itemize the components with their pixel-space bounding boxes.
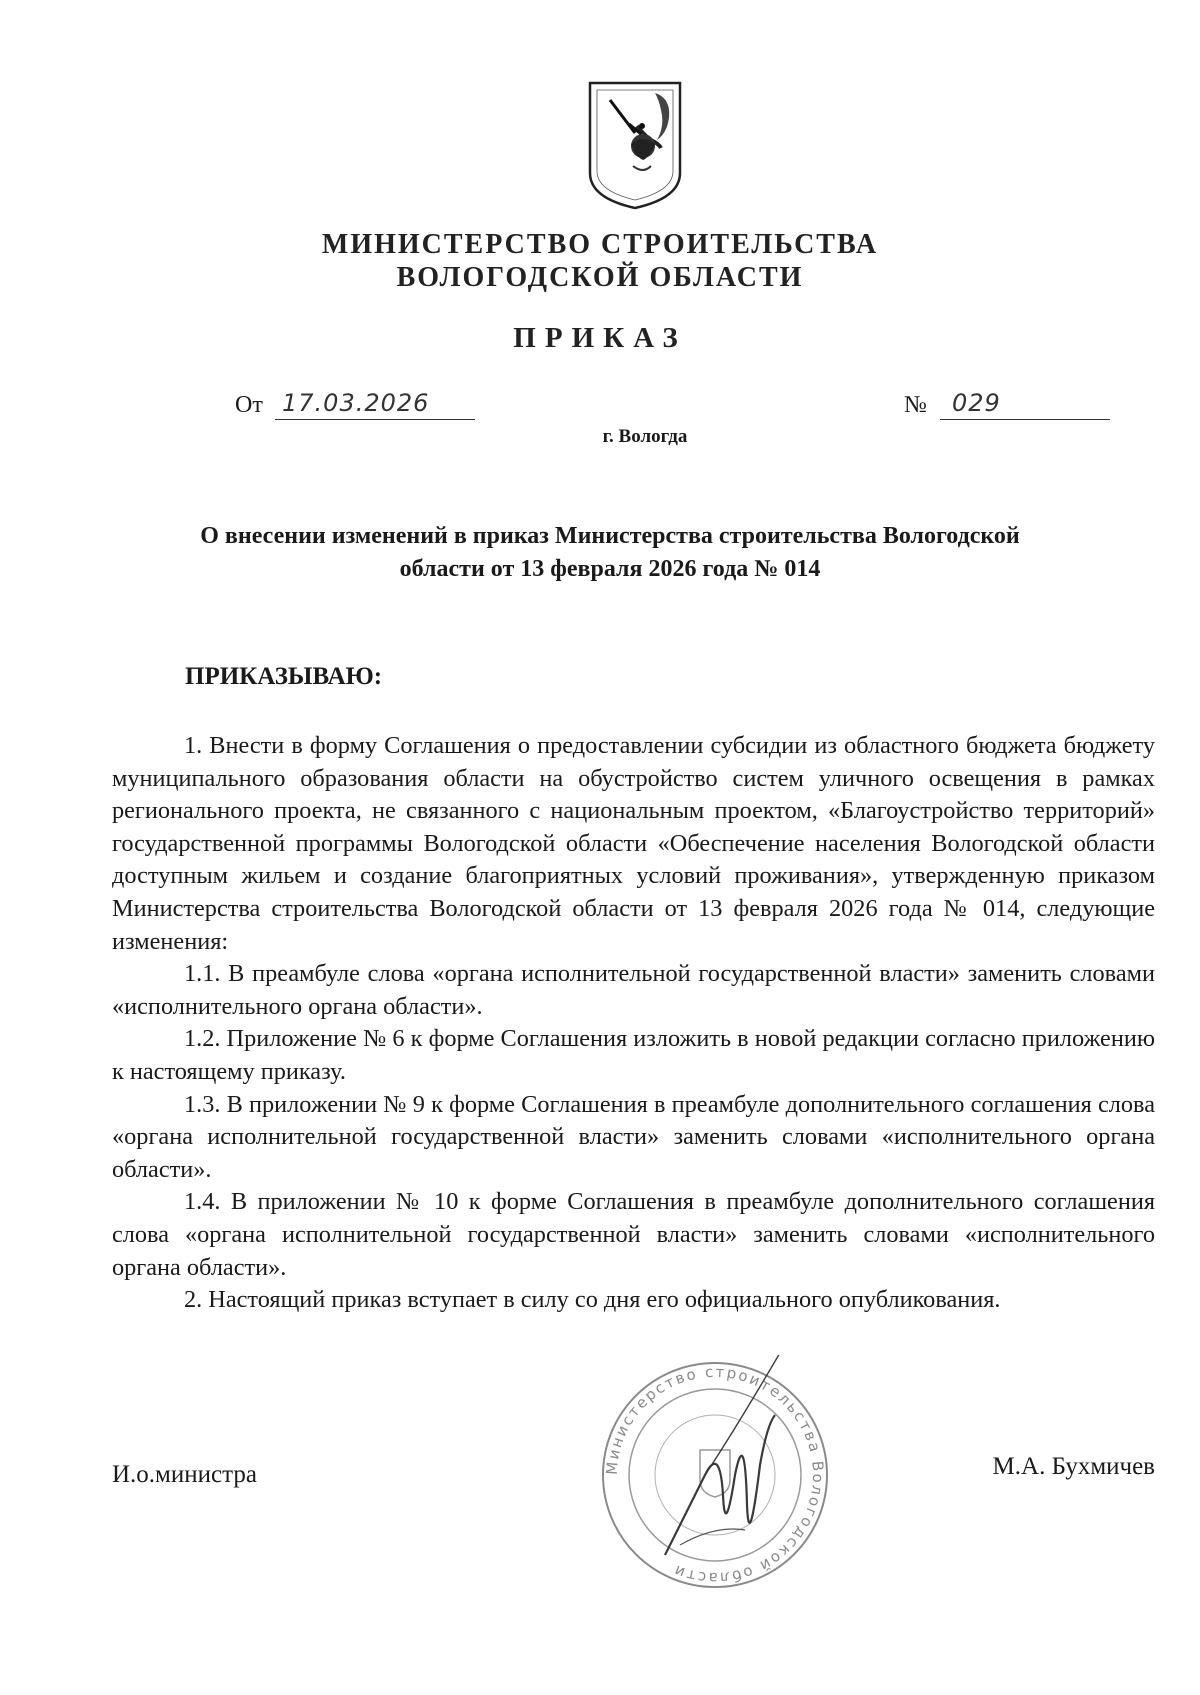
signer-name: М.А. Бухмичев — [992, 1453, 1155, 1480]
paragraph-1-4: 1.4. В приложении № 10 к форме Соглашения в преамбуле дополнительного соглашения слова «органа исполнительной государственной власти» заменить словами «исполнительного органа области». — [112, 1188, 1155, 1281]
paragraph-1-3: 1.3. В приложении № 9 к форме Соглашения в преамбуле дополнительного соглашения слова «органа исполнительной государственной власти» заменить словами «исполнительного органа области». — [112, 1090, 1155, 1183]
date-label: От — [235, 392, 263, 418]
date-underline — [275, 419, 475, 420]
number-label: № — [904, 392, 927, 418]
ministry-heading-line2: ВОЛОГОДСКОЙ ОБЛАСТИ — [396, 262, 804, 293]
document-subject — [130, 520, 1090, 586]
paragraph-2: 2. Настоящий приказ вступает в силу со дня его официального опубликования. — [184, 1286, 1001, 1314]
subject-line2: области от 13 февраля 2026 года № 014 — [399, 556, 821, 582]
date-value: 17.03.2026 — [282, 389, 430, 417]
signer-title: И.о.министра — [112, 1461, 257, 1488]
number-underline — [940, 419, 1110, 420]
order-heading: ПРИКАЗЫВАЮ: — [185, 663, 383, 690]
document-type-title: ПРИКАЗ — [513, 322, 687, 354]
city-label: г. Вологда — [602, 426, 688, 447]
document-body — [112, 730, 1155, 1317]
stamp-ring-text: Министерство строительства Вологодской области — [602, 1362, 828, 1588]
paragraph-1-1: 1.1. В преамбуле слова «органа исполнительной государственной власти» заменить словами «исполнительного органа области». — [112, 960, 1155, 1020]
coat-of-arms-emblem — [585, 78, 685, 213]
ministry-heading-line1: МИНИСТЕРСТВО СТРОИТЕЛЬСТВА — [321, 229, 879, 260]
number-value: 029 — [952, 389, 1001, 417]
subject-line1: О внесении изменений в приказ Министерства строительства Вологодской — [200, 523, 1020, 549]
official-stamp — [595, 1355, 835, 1595]
paragraph-1-2: 1.2. Приложение № 6 к форме Соглашения изложить в новой редакции согласно приложению к настоящему приказу. — [112, 1025, 1155, 1085]
paragraph-1: 1. Внести в форму Соглашения о предоставлении субсидии из областного бюджета бюджету муниципального образования области на обустройство систем уличного освещения в рамках регионального проекта, не связанного с национальным проектом, «Благоустройство территорий» государственной программы Вологодской области «Обеспечение населения Вологодской области доступным жильем и создание благоприятных условий проживания», утвержденную приказом Министерства строительства Вологодской области от 13 февраля 2026 года № 014, следующие изменения: — [112, 732, 1155, 955]
ministry-heading — [0, 228, 1200, 294]
